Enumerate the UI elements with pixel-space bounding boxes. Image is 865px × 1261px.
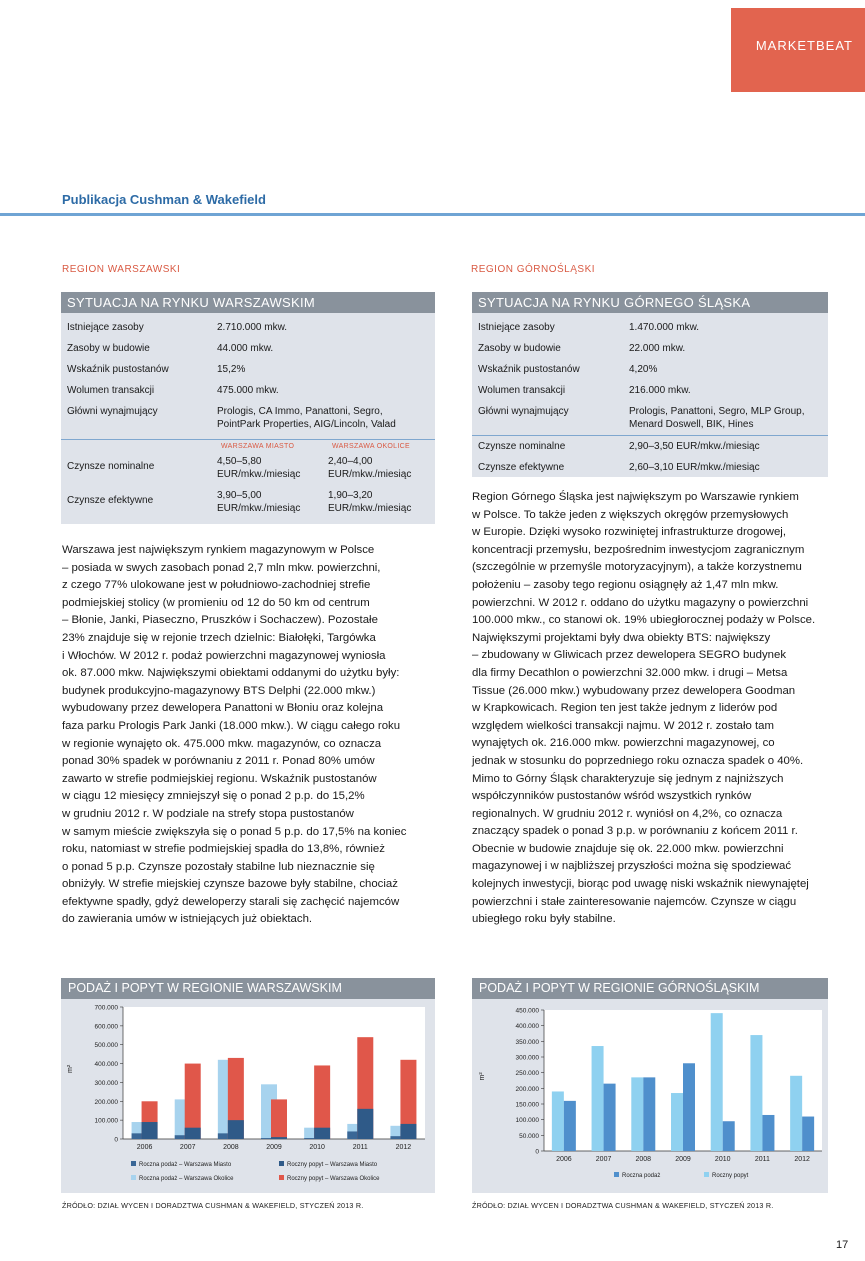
y-tick-label: 600.000 xyxy=(94,1023,118,1031)
bar-0 xyxy=(643,1077,655,1151)
legend-swatch xyxy=(131,1175,136,1180)
y-tick-label: 400.000 xyxy=(515,1023,539,1031)
legend-swatch xyxy=(279,1161,284,1166)
row-value-cont: PointPark Properties, AIG/Lincoln, Valad xyxy=(217,419,396,430)
row-label: Główni wynajmujący xyxy=(67,406,158,417)
row-value: 44.000 mkw. xyxy=(217,343,274,354)
legend-label: Roczna podaż – Warszawa Okolice xyxy=(139,1176,234,1182)
body-line: współczynników pustostanów wśród wszystkich rynków xyxy=(472,790,752,803)
rent-value: 1,90–3,20 xyxy=(328,490,373,501)
bar-0 xyxy=(762,1115,774,1151)
bar-1 xyxy=(552,1091,564,1151)
region-label-warsaw: REGION WARSZAWSKI xyxy=(62,264,181,275)
y-tick-label: 150.000 xyxy=(515,1101,539,1109)
legend-label: Roczna podaż xyxy=(622,1173,661,1179)
legend-label: Roczna podaż – Warszawa Miasto xyxy=(139,1162,232,1168)
body-line: 23% znajduje się w rejonie trzech dzielnic: Białołęki, Targówka xyxy=(62,631,376,644)
x-tick-label: 2007 xyxy=(595,1156,612,1163)
y-tick-label: 200.000 xyxy=(515,1085,539,1093)
rent-unit: EUR/mkw./miesiąc xyxy=(328,469,412,480)
y-axis-label: m² xyxy=(479,1072,486,1081)
silesia-chart-panel xyxy=(472,978,828,1193)
row-value: Prologis, Panattoni, Segro, MLP Group, xyxy=(629,406,805,417)
legend-swatch xyxy=(704,1172,709,1177)
row-label: Główni wynajmujący xyxy=(478,406,569,417)
body-line: względem wielkości transakcji najmu. W 2012 r. zostało tam xyxy=(472,719,774,732)
rent-unit: EUR/mkw./miesiąc xyxy=(217,469,301,480)
divider xyxy=(472,435,828,436)
row-label: Wolumen transakcji xyxy=(67,385,155,396)
body-line: w ciągu 12 miesięcy zmniejszył się o ponad 2 p.p. do 15,2% xyxy=(62,790,365,803)
legend-swatch xyxy=(614,1172,619,1177)
warsaw-body-text xyxy=(62,542,442,929)
y-tick-label: 500.000 xyxy=(94,1042,118,1050)
rent-value: 2,90–3,50 EUR/mkw./miesiąc xyxy=(629,441,760,452)
y-tick-label: 400.000 xyxy=(94,1061,118,1069)
silesia-body-text xyxy=(472,489,857,929)
page-number: 17 xyxy=(836,1239,849,1251)
body-line: Tissue (26.000 mkw.) wybudowany przez dewelopera Goodman xyxy=(472,684,796,697)
body-line: powierzchni i stałe zainteresowanie najemców. Czynsze w ciągu xyxy=(472,895,797,908)
body-line: regionalnych. W grudniu 2012 r. wyniósł on 4,2%, co oznacza xyxy=(472,807,783,820)
body-line: – posiada w swych zasobach ponad 2,7 mln mkw. powierzchni, xyxy=(62,561,381,574)
silesia-market-panel xyxy=(472,292,828,477)
x-tick-label: 2010 xyxy=(309,1144,325,1151)
body-line: kolejnych inwestycji, biorąc pod uwagę niski wskaźnik niewynajętej xyxy=(472,878,809,891)
body-line: położeniu – zasoby tego regionu osiągnęły aż 1,47 mln mkw. xyxy=(472,578,779,591)
bar-3 xyxy=(185,1064,201,1139)
body-line: znaczący spadek o ponad 3 p.p. w porównaniu z końcem 2011 r. xyxy=(472,825,798,838)
legend-label: Roczny popyt – Warszawa Okolice xyxy=(287,1176,380,1182)
body-line: Warszawa jest największym rynkiem magazynowym w Polsce xyxy=(62,544,375,556)
body-line: o ponad 5 p.p. Czynsze pozostały stabilne lub nieznacznie się xyxy=(62,860,375,873)
col-head-city: WARSZAWA MIASTO xyxy=(221,443,295,450)
bar-3 xyxy=(271,1099,287,1139)
body-line: obniżyły. W strefie miejskiej czynsze bazowe były stabilne, chociaż xyxy=(62,878,398,891)
y-tick-label: 50.000 xyxy=(519,1132,539,1140)
body-line: w regionie wynajęto ok. 475.000 mkw. magazynów, co oznacza xyxy=(62,737,382,750)
rent-value: 4,50–5,80 xyxy=(217,456,262,467)
bar-2 xyxy=(142,1122,158,1139)
row-value-cont: Menard Doswell, BIK, Hines xyxy=(629,419,754,430)
bar-2 xyxy=(228,1120,244,1139)
legend-label: Roczny popyt xyxy=(712,1173,749,1179)
rent-label: Czynsze efektywne xyxy=(67,495,154,506)
rent-label: Czynsze nominalne xyxy=(67,461,155,472)
legend-label: Roczny popyt – Warszawa Miasto xyxy=(287,1162,378,1168)
publication-title: Publikacja Cushman & Wakefield xyxy=(62,192,266,207)
body-line: – Błonie, Janki, Piaseczno, Pruszków i Sochaczew). Pozostałe xyxy=(62,614,378,627)
chart-title: PODAŻ I POPYT W REGIONIE GÓRNOŚLĄSKIM xyxy=(472,978,828,999)
y-axis-label: m² xyxy=(67,1064,74,1073)
y-tick-label: 350.000 xyxy=(515,1038,539,1046)
bar-2 xyxy=(357,1109,373,1139)
body-line: wynajętych ok. 216.000 mkw. powierzchni magazynowej, co xyxy=(472,737,775,750)
rent-value: 2,40–4,00 xyxy=(328,456,373,467)
y-tick-label: 0 xyxy=(535,1148,539,1156)
bar-0 xyxy=(802,1117,814,1151)
row-value: 4,20% xyxy=(629,364,658,375)
row-label: Wskaźnik pustostanów xyxy=(478,364,580,375)
rent-value: 2,60–3,10 EUR/mkw./miesiąc xyxy=(629,462,760,473)
x-tick-label: 2006 xyxy=(136,1144,153,1151)
row-value: 22.000 mkw. xyxy=(629,343,686,354)
body-line: z czego 77% ulokowane jest w południowo-zachodniej strefie xyxy=(62,579,371,592)
body-line: magazynowej i w najbliższej przyszłości można się spodziewać xyxy=(472,860,792,873)
body-line: efektywne spadły, gdyż deweloperzy starali się zachęcić najemców xyxy=(62,895,400,908)
body-line: w Krapkowicach. Region ten jest także jednym z liderów pod xyxy=(472,702,778,715)
body-line: dla firmy Decathlon o powierzchni 32.000 mkw. i drugi – Metsa xyxy=(472,666,788,679)
body-line: i Włochów. W 2012 r. podaż powierzchni magazynowej wyniosła xyxy=(62,649,386,662)
rent-label: Czynsze nominalne xyxy=(478,441,566,452)
row-label: Wskaźnik pustostanów xyxy=(67,364,169,375)
body-line: podmiejskiej stolicy (w promieniu od 12 do 50 km od centrum xyxy=(62,596,370,609)
x-tick-label: 2011 xyxy=(754,1156,770,1163)
x-tick-label: 2009 xyxy=(675,1156,691,1163)
row-value: 475.000 mkw. xyxy=(217,385,279,396)
rent-value: 3,90–5,00 xyxy=(217,490,262,501)
row-value: 15,2% xyxy=(217,364,246,375)
chart-source: ŹRÓDŁO: DZIAŁ WYCEN I DORADZTWA CUSHMAN & WAKEFIELD, STYCZEŃ 2013 R. xyxy=(62,1201,364,1210)
y-tick-label: 300.000 xyxy=(515,1054,539,1062)
body-line: roku, natomiast w strefie podmiejskiej spadła do 13,8%, również xyxy=(62,843,385,856)
body-line: wybudowany przez dewelopera Panattoni w Błoniu oraz kolejna xyxy=(62,702,384,715)
chart-title: PODAŻ I POPYT W REGIONIE WARSZAWSKIM xyxy=(61,978,435,999)
body-line: zawarto w strefie podmiejskiej regionu. Wskaźnik pustostanów xyxy=(62,772,377,785)
header-rule xyxy=(0,213,865,216)
row-label: Istniejące zasoby xyxy=(478,322,555,333)
body-line: budynek produkcyjno-magazynowy BTS Delphi (22.000 mkw.) xyxy=(62,684,376,697)
row-label: Zasoby w budowie xyxy=(478,343,561,354)
body-line: powierzchni. W 2012 r. oddano do użytku magazyny o powierzchni xyxy=(472,596,809,609)
bar-0 xyxy=(564,1101,576,1151)
row-value: 2.710.000 mkw. xyxy=(217,322,288,333)
legend-swatch xyxy=(131,1161,136,1166)
marketbeat-tab: MARKETBEAT xyxy=(731,8,865,92)
y-tick-label: 200.000 xyxy=(94,1098,118,1106)
body-line: koncentracji przemysłu, bezpośrednim inwestycjom zagranicznym xyxy=(472,543,805,556)
x-tick-label: 2010 xyxy=(714,1156,731,1163)
bar-1 xyxy=(671,1093,683,1151)
warsaw-chart xyxy=(61,999,435,1193)
bar-0 xyxy=(683,1063,695,1151)
panel-title: SYTUACJA NA RYNKU WARSZAWSKIM xyxy=(61,292,435,313)
x-tick-label: 2008 xyxy=(223,1144,239,1151)
body-line: – zbudowany w Gliwicach przez dewelopera SEGRO budynek xyxy=(472,649,787,662)
x-tick-label: 2012 xyxy=(395,1144,412,1151)
body-line: Największymi projektami były dwa obiekty BTS: największy xyxy=(472,631,771,644)
body-line: (szczególnie w przemyśle motoryzacyjnym), a także korzystnemu xyxy=(472,561,802,574)
silesia-chart xyxy=(472,999,828,1193)
y-tick-label: 300.000 xyxy=(94,1079,118,1087)
body-line: faza parku Prologis Park Janki (18.000 mkw.). W ciągu całego roku xyxy=(62,719,401,732)
body-line: ok. 87.000 mkw. Największymi obiektami oddanymi do użytku były: xyxy=(62,667,400,680)
rent-label: Czynsze efektywne xyxy=(478,462,565,473)
col-head-suburbs: WARSZAWA OKOLICE xyxy=(332,443,410,450)
body-line: ponad 30% spadek w porównaniu z 2011 r. Ponad 80% umów xyxy=(62,755,375,768)
body-line: w Polsce. To także jeden z większych okręgów przemysłowych xyxy=(472,508,789,521)
body-line: jednak w stosunku do poprzedniego roku oznacza spadek o 40%. xyxy=(472,754,804,767)
body-line: w samym mieście zwiększyła się o ponad 5 p.p. do 17,5% na koniec xyxy=(62,825,407,838)
y-tick-label: 100.000 xyxy=(515,1117,539,1125)
bar-2 xyxy=(400,1124,416,1139)
y-tick-label: 450.000 xyxy=(515,1007,539,1015)
warsaw-chart-panel xyxy=(61,978,435,1193)
panel-title: SYTUACJA NA RYNKU GÓRNEGO ŚLĄSKA xyxy=(472,292,828,313)
y-tick-label: 100.000 xyxy=(94,1117,118,1125)
region-label-silesia: REGION GÓRNOŚLĄSKI xyxy=(471,264,596,275)
bar-2 xyxy=(314,1128,330,1139)
y-tick-label: 700.000 xyxy=(94,1004,118,1012)
row-label: Wolumen transakcji xyxy=(478,385,566,396)
x-tick-label: 2009 xyxy=(266,1144,282,1151)
bar-0 xyxy=(723,1121,735,1151)
row-label: Istniejące zasoby xyxy=(67,322,144,333)
body-line: do zawierania umów w istniejących już obiektach. xyxy=(62,913,313,926)
bar-1 xyxy=(790,1076,802,1151)
legend-swatch xyxy=(279,1175,284,1180)
y-tick-label: 250.000 xyxy=(515,1070,539,1078)
row-label: Zasoby w budowie xyxy=(67,343,150,354)
y-tick-label: 0 xyxy=(114,1136,118,1144)
x-tick-label: 2007 xyxy=(179,1144,196,1151)
warsaw-market-panel xyxy=(61,292,435,524)
row-value: 1.470.000 mkw. xyxy=(629,322,700,333)
body-line: 100.000 mkw., co stanowi ok. 19% ubiegłorocznej podaży w Polsce. xyxy=(472,614,816,627)
body-line: Mimo to Górny Śląsk charakteryzuje się jednym z najniższych xyxy=(472,772,784,785)
x-tick-label: 2008 xyxy=(635,1156,652,1163)
bar-1 xyxy=(592,1046,604,1151)
bar-1 xyxy=(631,1077,643,1151)
body-line: ubiegłego roku były stabilne. xyxy=(472,913,616,926)
x-tick-label: 2011 xyxy=(352,1144,368,1151)
rent-unit: EUR/mkw./miesiąc xyxy=(217,503,301,514)
bar-0 xyxy=(604,1084,616,1151)
body-line: w grudniu 2012 r. W podziale na strefy stopa pustostanów xyxy=(62,807,354,820)
rent-unit: EUR/mkw./miesiąc xyxy=(328,503,412,514)
bar-2 xyxy=(271,1137,287,1139)
row-value: Prologis, CA Immo, Panattoni, Segro, xyxy=(217,406,383,417)
chart-source: ŹRÓDŁO: DZIAŁ WYCEN I DORADZTWA CUSHMAN & WAKEFIELD, STYCZEŃ 2013 R. xyxy=(472,1201,774,1210)
bar-1 xyxy=(750,1035,762,1151)
body-line: Region Górnego Śląska jest największym po Warszawie rynkiem xyxy=(472,491,799,503)
bar-1 xyxy=(711,1013,723,1151)
bar-2 xyxy=(185,1128,201,1139)
body-line: Obecnie w budowie znajduje się ok. 22.000 mkw. powierzchni xyxy=(472,842,784,855)
body-line: w Europie. Dzięki wysoko rozwiniętej infrastrukturze drogowej, xyxy=(472,526,786,539)
x-tick-label: 2012 xyxy=(794,1156,810,1163)
divider xyxy=(61,439,435,440)
row-value: 216.000 mkw. xyxy=(629,385,691,396)
x-tick-label: 2006 xyxy=(556,1156,572,1163)
